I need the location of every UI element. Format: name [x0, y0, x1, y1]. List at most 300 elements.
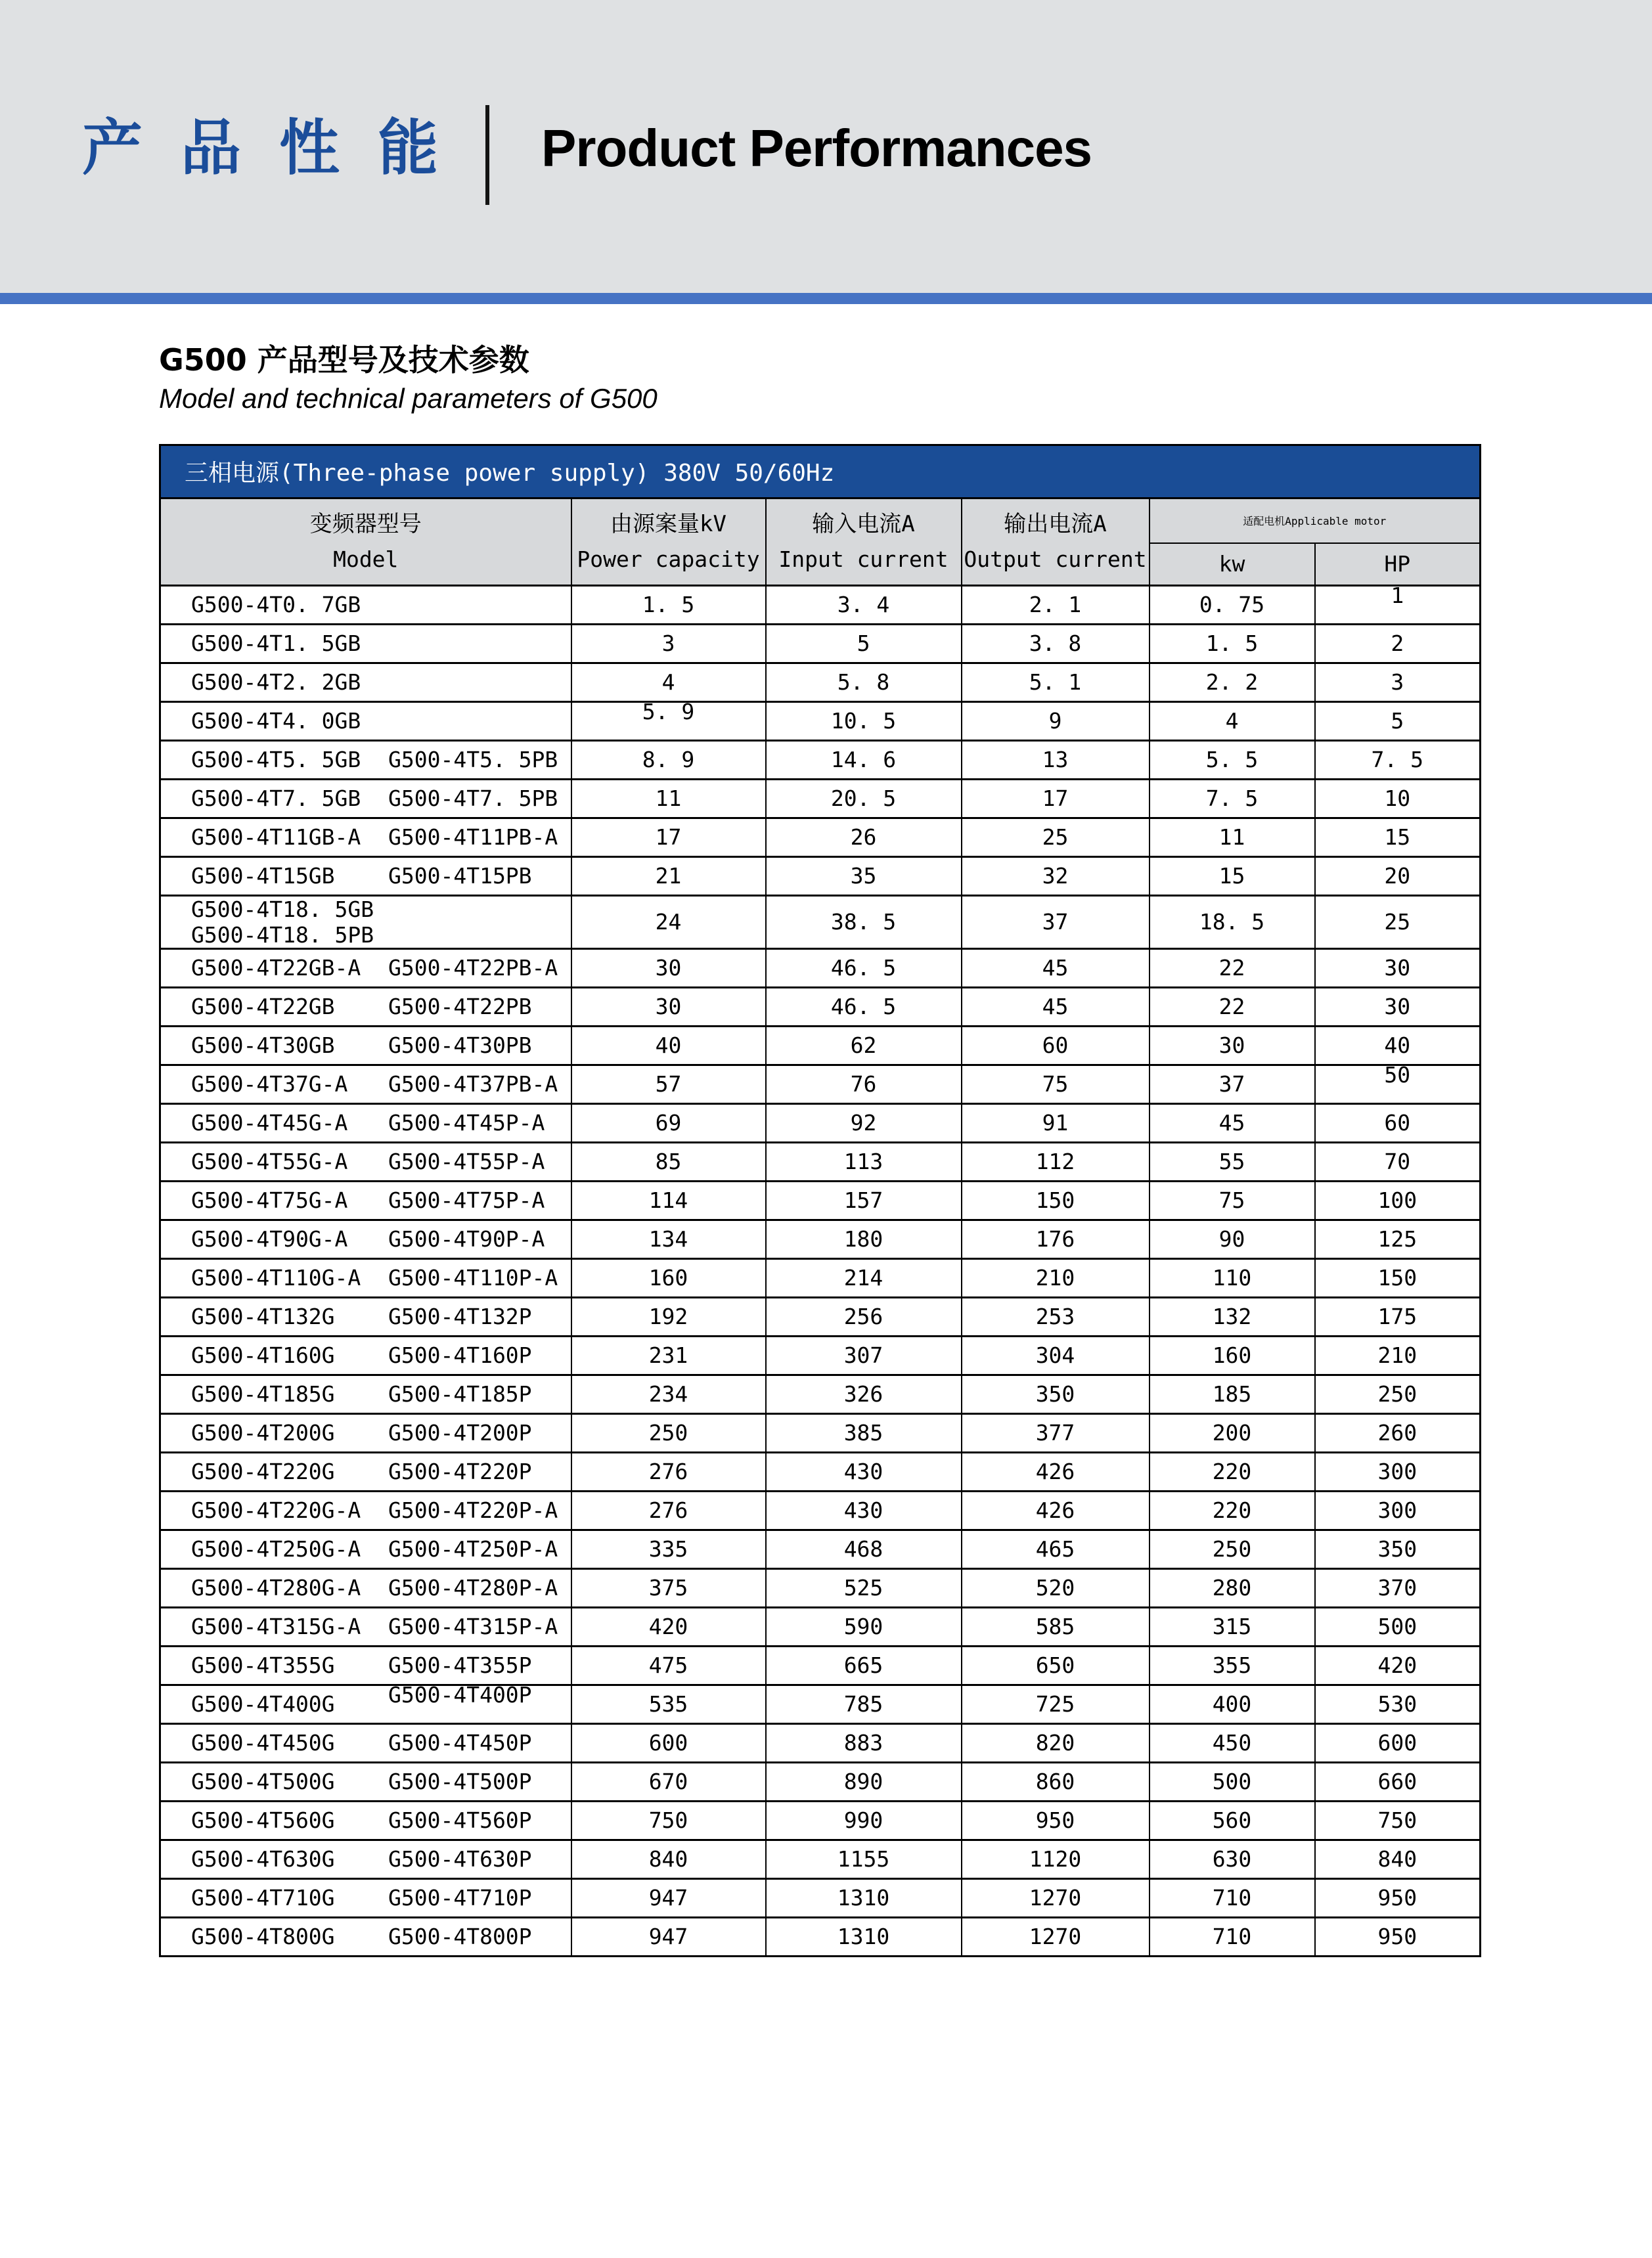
model-cell [160, 1568, 571, 1607]
model-cell [160, 1103, 571, 1142]
output-current-cell: 176 [962, 1220, 1150, 1258]
model-g-type: G500-4T280G-A [191, 1575, 361, 1601]
input-current-cell: 14. 6 [766, 740, 962, 779]
model-cell [160, 1142, 571, 1181]
model-cell [160, 1840, 571, 1878]
model-cell [160, 1917, 571, 1956]
output-current-cell: 725 [962, 1685, 1150, 1723]
kw-cell: 18. 5 [1150, 895, 1315, 948]
kw-cell: 280 [1150, 1568, 1315, 1607]
input-current-cell: 5 [766, 624, 962, 663]
model-g-type: G500-4T1. 5GB [191, 631, 361, 657]
power-capacity-cell: 375 [571, 1568, 766, 1607]
output-current-cell: 1270 [962, 1917, 1150, 1956]
hp-cell: 950 [1315, 1917, 1481, 1956]
hp-cell: 100 [1315, 1181, 1481, 1220]
input-current-cell: 5. 8 [766, 663, 962, 701]
model-p-type: G500-4T55P-A [388, 1149, 545, 1175]
output-current-cell: 585 [962, 1607, 1150, 1646]
model-p-type: G500-4T450P [388, 1730, 532, 1756]
model-cell [160, 1646, 571, 1685]
hp-cell: 260 [1315, 1413, 1481, 1452]
output-current-cell: 2. 1 [962, 585, 1150, 624]
table-row [160, 987, 1481, 1026]
power-capacity-cell: 3 [571, 624, 766, 663]
model-g-type: G500-4T560G [191, 1807, 335, 1834]
model-cell [160, 1762, 571, 1801]
hp-cell: 150 [1315, 1258, 1481, 1297]
col-header-model-en: Model [333, 546, 399, 573]
power-capacity-cell: 475 [571, 1646, 766, 1685]
hp-cell [1315, 585, 1481, 624]
input-current-cell: 385 [766, 1413, 962, 1452]
table-row [160, 895, 1481, 948]
table-row [160, 1375, 1481, 1413]
model-g-type: G500-4T400G [191, 1691, 335, 1717]
model-p-type: G500-4T315P-A [388, 1614, 558, 1640]
kw-cell: 4 [1150, 701, 1315, 740]
kw-cell: 22 [1150, 987, 1315, 1026]
table-row [160, 1142, 1481, 1181]
kw-cell: 132 [1150, 1297, 1315, 1336]
model-g-type: G500-4T160G [191, 1342, 335, 1369]
power-capacity-cell [571, 701, 766, 740]
model-cell [160, 1220, 571, 1258]
model-p-type: G500-4T75P-A [388, 1187, 545, 1214]
model-cell [160, 1801, 571, 1840]
power-capacity-cell: 192 [571, 1297, 766, 1336]
model-cell [160, 1723, 571, 1762]
input-current-cell: 525 [766, 1568, 962, 1607]
model-p-type: G500-4T355P [388, 1652, 532, 1679]
model-p-type: G500-4T250P-A [388, 1536, 558, 1562]
model-g-type: G500-4T355G [191, 1652, 335, 1679]
model-g-type: G500-4T55G-A [191, 1149, 348, 1175]
output-current-cell: 1270 [962, 1878, 1150, 1917]
model-cell [160, 1530, 571, 1568]
kw-cell: 710 [1150, 1917, 1315, 1956]
model-g-type: G500-4T30GB [191, 1032, 335, 1059]
model-cell [160, 585, 571, 624]
input-current-cell: 326 [766, 1375, 962, 1413]
model-cell [160, 987, 571, 1026]
hp-cell: 30 [1315, 948, 1481, 987]
model-p-type: G500-4T500P [388, 1769, 532, 1795]
hp-cell: 30 [1315, 987, 1481, 1026]
model-g-type: G500-4T5. 5GB [191, 747, 361, 773]
table-row [160, 818, 1481, 856]
power-capacity-cell: 276 [571, 1491, 766, 1530]
model-cell [160, 1026, 571, 1065]
model-cell [160, 1181, 571, 1220]
model-g-type: G500-4T4. 0GB [191, 708, 361, 734]
table-row [160, 1026, 1481, 1065]
title-divider [485, 105, 489, 205]
input-current-cell: 62 [766, 1026, 962, 1065]
model-p-type: G500-4T710P [388, 1885, 532, 1911]
table-body [160, 585, 1481, 1956]
table-row [160, 1840, 1481, 1878]
power-capacity-cell: 600 [571, 1723, 766, 1762]
power-capacity-cell: 1. 5 [571, 585, 766, 624]
hp-cell: 950 [1315, 1878, 1481, 1917]
output-current-cell: 304 [962, 1336, 1150, 1375]
power-capacity-cell: 69 [571, 1103, 766, 1142]
table-header-row [160, 498, 1481, 543]
output-current-cell: 1120 [962, 1840, 1150, 1878]
power-capacity-cell: 40 [571, 1026, 766, 1065]
col-header-motor-group: 适配电机Applicable motor [1150, 498, 1481, 543]
kw-cell: 110 [1150, 1258, 1315, 1297]
model-g-type: G500-4T37G-A [191, 1071, 348, 1097]
col-header-kw: kw [1150, 543, 1315, 586]
output-current-cell: 13 [962, 740, 1150, 779]
model-g-type: G500-4T250G-A [191, 1536, 361, 1562]
table-row [160, 1336, 1481, 1375]
table-row [160, 624, 1481, 663]
output-current-cell: 650 [962, 1646, 1150, 1685]
model-g-type: G500-4T710G [191, 1885, 335, 1911]
model-cell [160, 1065, 571, 1103]
kw-cell: 315 [1150, 1607, 1315, 1646]
model-p-type: G500-4T30PB [388, 1032, 532, 1059]
model-p-type: G500-4T185P [388, 1381, 532, 1407]
table-row [160, 663, 1481, 701]
table-row [160, 779, 1481, 818]
model-g-type: G500-4T200G [191, 1420, 335, 1446]
power-capacity-cell: 250 [571, 1413, 766, 1452]
hp-cell: 175 [1315, 1297, 1481, 1336]
hp-cell: 300 [1315, 1491, 1481, 1530]
output-current-cell: 150 [962, 1181, 1150, 1220]
table-row [160, 701, 1481, 740]
hp-cell: 350 [1315, 1530, 1481, 1568]
table-row [160, 1762, 1481, 1801]
input-current-cell: 1310 [766, 1878, 962, 1917]
model-cell [160, 1607, 571, 1646]
kw-cell: 355 [1150, 1646, 1315, 1685]
output-current-cell: 45 [962, 948, 1150, 987]
input-current-cell: 883 [766, 1723, 962, 1762]
table-row [160, 1065, 1481, 1103]
kw-cell: 630 [1150, 1840, 1315, 1878]
input-current-cell: 785 [766, 1685, 962, 1723]
model-g-type: G500-4T630G [191, 1846, 335, 1872]
kw-cell: 200 [1150, 1413, 1315, 1452]
model-cell [160, 1413, 571, 1452]
input-current-cell: 26 [766, 818, 962, 856]
output-current-cell: 210 [962, 1258, 1150, 1297]
table-row [160, 1685, 1481, 1723]
input-current-cell: 468 [766, 1530, 962, 1568]
model-cell [160, 663, 571, 701]
hp-cell: 750 [1315, 1801, 1481, 1840]
kw-cell: 2. 2 [1150, 663, 1315, 701]
hp-cell: 2 [1315, 624, 1481, 663]
hp-cell: 500 [1315, 1607, 1481, 1646]
kw-cell: 30 [1150, 1026, 1315, 1065]
model-p-type: G500-4T630P [388, 1846, 532, 1872]
model-g-type: G500-4T90G-A [191, 1226, 348, 1252]
table-row [160, 1801, 1481, 1840]
model-p-type: G500-4T90P-A [388, 1226, 545, 1252]
model-g-type: G500-4T2. 2GB [191, 669, 361, 696]
kw-cell: 400 [1150, 1685, 1315, 1723]
power-capacity-cell: 276 [571, 1452, 766, 1491]
model-p-type: G500-4T220P [388, 1459, 532, 1485]
power-capacity-cell: 21 [571, 856, 766, 895]
input-current-cell: 590 [766, 1607, 962, 1646]
model-p-type: G500-4T15PB [388, 863, 532, 889]
input-current-cell: 180 [766, 1220, 962, 1258]
model-p-type: G500-4T132P [388, 1304, 532, 1330]
model-p-type: G500-4T160P [388, 1342, 532, 1369]
table-row [160, 1607, 1481, 1646]
input-current-cell: 10. 5 [766, 701, 962, 740]
hp-cell: 250 [1315, 1375, 1481, 1413]
kw-cell: 75 [1150, 1181, 1315, 1220]
model-cell [160, 1297, 571, 1336]
kw-cell: 250 [1150, 1530, 1315, 1568]
model-p-type: G500-4T22PB-A [388, 955, 558, 981]
table-row [160, 1452, 1481, 1491]
power-capacity-cell: 947 [571, 1917, 766, 1956]
kw-cell: 220 [1150, 1452, 1315, 1491]
output-current-cell: 465 [962, 1530, 1150, 1568]
table-row [160, 1181, 1481, 1220]
table-row [160, 1220, 1481, 1258]
hp-cell: 840 [1315, 1840, 1481, 1878]
power-capacity-cell: 114 [571, 1181, 766, 1220]
hp-cell-value: 1 [1391, 583, 1404, 609]
model-g-type: G500-4T220G [191, 1459, 335, 1485]
input-current-cell: 430 [766, 1491, 962, 1530]
table-row [160, 856, 1481, 895]
table-row [160, 1568, 1481, 1607]
input-current-cell: 35 [766, 856, 962, 895]
hp-cell: 210 [1315, 1336, 1481, 1375]
kw-cell: 185 [1150, 1375, 1315, 1413]
table-row [160, 1491, 1481, 1530]
col-header-output-cn: 输出电流A [1004, 510, 1107, 537]
input-current-cell: 38. 5 [766, 895, 962, 948]
table-row [160, 1297, 1481, 1336]
input-current-cell: 990 [766, 1801, 962, 1840]
col-header-model-cn: 变频器型号 [309, 510, 422, 537]
hp-cell: 15 [1315, 818, 1481, 856]
model-cell [160, 624, 571, 663]
table-row [160, 1646, 1481, 1685]
power-capacity-cell: 947 [571, 1878, 766, 1917]
hp-cell: 70 [1315, 1142, 1481, 1181]
table-row [160, 1103, 1481, 1142]
model-p-type: G500-4T11PB-A [388, 824, 558, 851]
kw-cell: 11 [1150, 818, 1315, 856]
power-capacity-cell: 8. 9 [571, 740, 766, 779]
model-cell [160, 701, 571, 740]
model-g-type: G500-4T185G [191, 1381, 335, 1407]
power-capacity-cell: 670 [571, 1762, 766, 1801]
output-current-cell: 253 [962, 1297, 1150, 1336]
output-current-cell: 820 [962, 1723, 1150, 1762]
accent-band [0, 293, 1652, 304]
section-title-english: Model and technical parameters of G500 [159, 382, 658, 414]
kw-cell: 220 [1150, 1491, 1315, 1530]
spec-table [159, 444, 1481, 1957]
input-current-cell: 1310 [766, 1917, 962, 1956]
output-current-cell: 60 [962, 1026, 1150, 1065]
model-p-type: G500-4T18. 5PB [191, 921, 374, 948]
model-p-type: G500-4T800P [388, 1924, 532, 1950]
input-current-cell: 665 [766, 1646, 962, 1685]
model-p-type: G500-4T22PB [388, 994, 532, 1020]
output-current-cell: 377 [962, 1413, 1150, 1452]
model-cell [160, 818, 571, 856]
kw-cell: 45 [1150, 1103, 1315, 1142]
model-g-type: G500-4T315G-A [191, 1614, 361, 1640]
model-cell [160, 1682, 571, 1723]
hp-cell: 3 [1315, 663, 1481, 701]
kw-cell: 90 [1150, 1220, 1315, 1258]
col-header-power-en: Power capacity [577, 546, 760, 573]
model-g-type: G500-4T500G [191, 1769, 335, 1795]
content-area [0, 343, 1652, 1957]
kw-cell: 5. 5 [1150, 740, 1315, 779]
input-current-cell: 20. 5 [766, 779, 962, 818]
col-header-output-current [962, 498, 1150, 585]
model-p-type: G500-4T37PB-A [388, 1071, 558, 1097]
hp-cell: 5 [1315, 701, 1481, 740]
power-capacity-cell: 234 [571, 1375, 766, 1413]
kw-cell: 500 [1150, 1762, 1315, 1801]
model-g-type: G500-4T132G [191, 1304, 335, 1330]
model-cell [160, 948, 571, 987]
hp-cell-value: 50 [1384, 1062, 1411, 1088]
hp-cell: 25 [1315, 895, 1481, 948]
table-row [160, 1530, 1481, 1568]
input-current-cell: 214 [766, 1258, 962, 1297]
kw-cell: 15 [1150, 856, 1315, 895]
input-current-cell: 1155 [766, 1840, 962, 1878]
model-g-type: G500-4T15GB [191, 863, 335, 889]
input-current-cell: 157 [766, 1181, 962, 1220]
model-g-type: G500-4T450G [191, 1730, 335, 1756]
hp-cell: 7. 5 [1315, 740, 1481, 779]
input-current-cell: 307 [766, 1336, 962, 1375]
model-p-type: G500-4T5. 5PB [388, 747, 558, 773]
output-current-cell: 9 [962, 701, 1150, 740]
model-cell [160, 740, 571, 779]
col-header-input-current [766, 498, 962, 585]
section-title-chinese: G500 产品型号及技术参数 [159, 342, 529, 378]
col-header-power-cn: 由源案量kV [610, 510, 726, 537]
hp-cell [1315, 1062, 1481, 1103]
page-title-english: Product Performances [541, 119, 1092, 177]
col-header-input-cn: 输入电流A [812, 510, 915, 537]
power-capacity-cell-value: 5. 9 [642, 699, 695, 725]
power-capacity-cell: 11 [571, 779, 766, 818]
input-current-cell: 890 [766, 1762, 962, 1801]
model-cell [160, 1491, 571, 1530]
kw-cell: 1. 5 [1150, 624, 1315, 663]
hp-cell: 125 [1315, 1220, 1481, 1258]
output-current-cell: 25 [962, 818, 1150, 856]
power-capacity-cell: 4 [571, 663, 766, 701]
hp-cell: 420 [1315, 1646, 1481, 1685]
hp-cell: 300 [1315, 1452, 1481, 1491]
model-g-type: G500-4T0. 7GB [191, 592, 361, 618]
input-current-cell: 256 [766, 1297, 962, 1336]
power-capacity-cell: 750 [571, 1801, 766, 1840]
power-capacity-cell: 535 [571, 1685, 766, 1723]
output-current-cell: 91 [962, 1103, 1150, 1142]
table-row [160, 1723, 1481, 1762]
hp-cell: 660 [1315, 1762, 1481, 1801]
model-cell [160, 1452, 571, 1491]
kw-cell: 0. 75 [1150, 585, 1315, 624]
output-current-cell: 860 [962, 1762, 1150, 1801]
model-p-type: G500-4T45P-A [388, 1110, 545, 1136]
power-capacity-cell: 30 [571, 987, 766, 1026]
model-p-type: G500-4T400P [388, 1682, 532, 1708]
output-current-cell: 45 [962, 987, 1150, 1026]
model-cell [160, 856, 571, 895]
kw-cell: 22 [1150, 948, 1315, 987]
input-current-cell: 3. 4 [766, 585, 962, 624]
col-header-input-en: Input current [778, 546, 949, 573]
output-current-cell: 426 [962, 1491, 1150, 1530]
model-p-type: G500-4T200P [388, 1420, 532, 1446]
output-current-cell: 5. 1 [962, 663, 1150, 701]
input-current-cell: 430 [766, 1452, 962, 1491]
output-current-cell: 3. 8 [962, 624, 1150, 663]
model-g-type: G500-4T110G-A [191, 1265, 361, 1291]
model-g-type: G500-4T45G-A [191, 1110, 348, 1136]
kw-cell: 37 [1150, 1065, 1315, 1103]
power-capacity-cell: 840 [571, 1840, 766, 1878]
model-p-type: G500-4T220P-A [388, 1497, 558, 1524]
model-p-type: G500-4T280P-A [388, 1575, 558, 1601]
input-current-cell: 76 [766, 1065, 962, 1103]
output-current-cell: 17 [962, 779, 1150, 818]
power-capacity-cell: 24 [571, 895, 766, 948]
model-g-type: G500-4T220G-A [191, 1497, 361, 1524]
output-current-cell: 75 [962, 1065, 1150, 1103]
model-cell [160, 895, 571, 948]
input-current-cell: 46. 5 [766, 987, 962, 1026]
input-current-cell: 46. 5 [766, 948, 962, 987]
table-row [160, 1413, 1481, 1452]
table-row [160, 1917, 1481, 1956]
model-cell [160, 1258, 571, 1297]
hp-cell: 600 [1315, 1723, 1481, 1762]
model-g-type: G500-4T7. 5GB [191, 786, 361, 812]
table-banner: 三相电源(Three-phase power supply) 380V 50/60Hz [160, 445, 1481, 498]
table-row [160, 740, 1481, 779]
power-capacity-cell: 335 [571, 1530, 766, 1568]
output-current-cell: 350 [962, 1375, 1150, 1413]
kw-cell: 55 [1150, 1142, 1315, 1181]
col-header-hp: HP [1315, 543, 1481, 586]
model-cell [160, 1336, 571, 1375]
model-cell [160, 1878, 571, 1917]
model-g-type: G500-4T800G [191, 1924, 335, 1950]
col-header-power-capacity [571, 498, 766, 585]
model-g-type: G500-4T75G-A [191, 1187, 348, 1214]
table-row [160, 1878, 1481, 1917]
input-current-cell: 113 [766, 1142, 962, 1181]
power-capacity-cell: 85 [571, 1142, 766, 1181]
